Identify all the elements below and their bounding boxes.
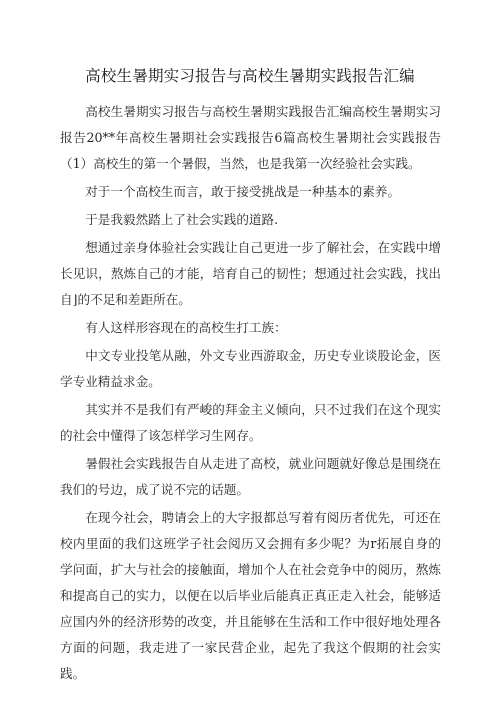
paragraph: 高校生暑期实习报告与高校生暑期实践报告汇编高校生暑期实习报告20**年高校生暑期社会实践报告6篇高校生暑期社会实践报告（1）高校生的第一个暑假，当然，也是我第一次经验社会实践。 — [60, 104, 441, 171]
paragraph: 对于一个高校生而言，敢于接受挑战是一种基本的素养。 — [85, 184, 401, 199]
document-title: 高校生暑期实习报告与高校生暑期实践报告汇编 — [85, 67, 415, 85]
paragraph: 想通过亲身体验社会实践让自己更进一步了解社会，在实践中增长见识，熬炼自己的才能，培育自己的韧性；想通过社会实践，找出自⌋的不足和差距所在。 — [60, 240, 441, 307]
paragraph: 暑假社会实践报告自从走进了高校，就业问题就好像总是围绕在我们的号边，成了说不完的话题。 — [60, 456, 441, 497]
paragraph: 于是我毅然踏上了社会实践的道路. — [85, 212, 279, 227]
paragraph: 其实并不是我们有严峻的拜金主义倾向，只不过我们在这个现实的社会中懂得了该怎样学习生网存。 — [60, 402, 441, 443]
paragraph: 在现今社会，聘请会上的大字报都总写着有阅历者优先，可还在校内里面的我们这班学子社会阅历又会拥有多少呢？为r拓展自身的学问面，扩大与社会的接触面，增加个人在社会竞争中的阅历，熬炼和提高自己的实力，以便在以后毕业后能真正真正走入社会，能够适应国内外的经济形势的改变，并且能够在生活和工作中很好地处理各方面的问题，我走进了一家民营企业，起先了我这个假期的社会实践。 — [60, 510, 441, 681]
paragraph: 中文专业投笔从融，外文专业西游取金，历史专业谈股论金，医学专业精益求金。 — [60, 348, 441, 389]
document-body — [60, 99, 441, 687]
paragraph: 有人这样形容现在的高校生打工族： — [85, 320, 287, 335]
